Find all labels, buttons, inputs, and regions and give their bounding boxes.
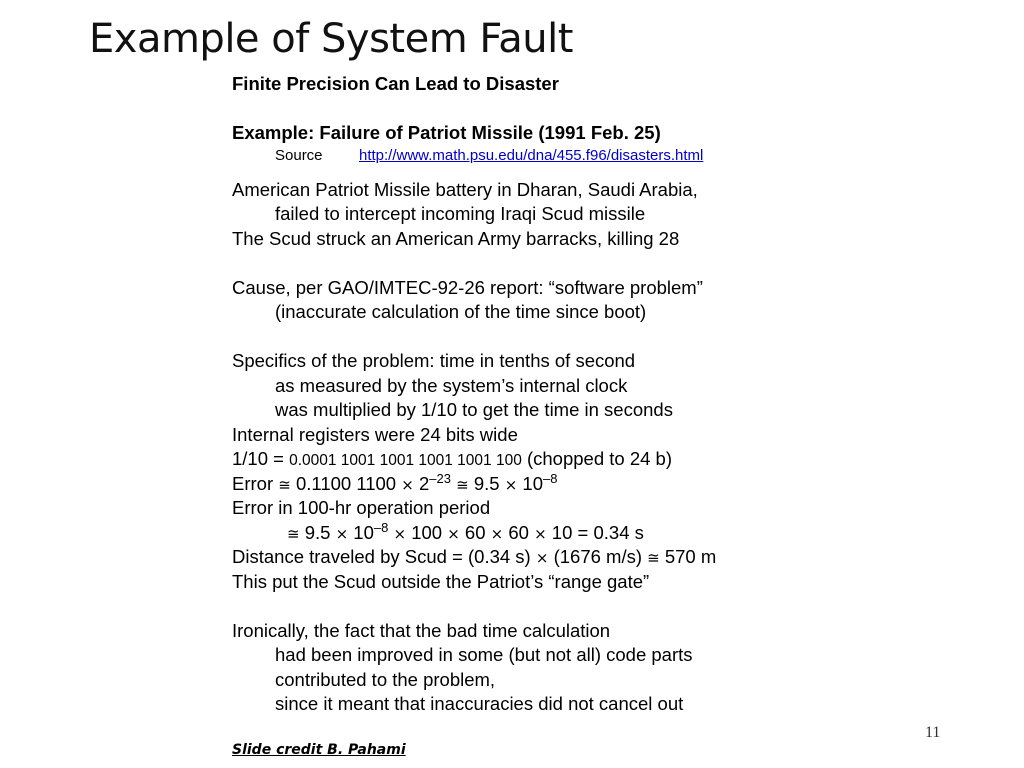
error-part: 2 [413,472,430,494]
times-symbol: × [490,524,504,543]
spacer [232,97,832,122]
times-symbol: × [535,549,549,567]
calc-part: 10 = 0.34 s [546,521,644,543]
exponent: –8 [373,519,389,535]
calc-formula [232,521,832,546]
spacer [232,251,832,276]
approx-symbol: ≅ [456,475,469,494]
times-symbol: × [534,524,547,543]
text-line: American Patriot Missile battery in Dharan, Saudi Arabia, [232,178,698,200]
page-number: 11 [925,724,941,741]
text-line: This put the Scud outside the Patriot’s “range gate” [232,570,650,592]
distance-formula [232,545,832,570]
text-line: The Scud struck an American Army barracks, killing 28 [232,227,680,249]
text-line: Specifics of the problem: time in tenths of second [232,350,636,371]
exponent: –8 [542,470,558,486]
calc-part: 10 [348,521,374,543]
times-symbol: × [335,524,349,543]
error-part: 9.5 [468,472,505,494]
error-label: Error [232,472,279,494]
text-line: as measured by the system’s internal clock [275,374,628,396]
error-part: 0.1100 1100 [290,472,402,494]
source-label: Source [275,146,323,164]
calc-part: 60 [459,521,491,543]
content-heading: Finite Precision Can Lead to Disaster [232,73,559,94]
distance-part: Distance traveled by Scud = (0.34 s) [232,546,536,567]
spacer [232,594,832,619]
text-line: was multiplied by 1/10 to get the time in seconds [275,399,673,420]
text-line: Cause, per GAO/IMTEC-92-26 report: “software problem” [232,276,703,298]
spacer [232,325,832,350]
times-symbol: × [447,524,460,543]
binary-prefix: 1/10 = [232,448,290,469]
error-part: 10 [517,472,543,494]
binary-suffix: (chopped to 24 b) [521,448,672,469]
slide-credit: Slide credit B. Pahami [232,742,406,758]
approx-symbol: ≅ [647,549,660,567]
binary-line [232,447,832,472]
error-formula [232,472,832,497]
text-line: failed to intercept incoming Iraqi Scud missile [275,203,646,224]
exponent: –23 [429,470,451,486]
slide-title: Example of System Fault [89,16,573,62]
text-line: contributed to the problem, [275,668,496,690]
source-link[interactable]: http://www.math.psu.edu/dna/455.f96/disasters.html [359,146,704,164]
example-title: Example: Failure of Patriot Missile (1991 Feb. 25) [232,122,661,143]
text-line: since it meant that inaccuracies did not cancel out [275,693,684,714]
distance-part: (1676 m/s) [548,546,648,567]
approx-symbol: ≅ [287,524,300,543]
times-symbol: × [393,524,407,543]
calc-part: 9.5 [299,521,336,543]
text-line: Ironically, the fact that the bad time calculation [232,619,611,641]
times-symbol: × [401,475,414,494]
text-line: Error in 100-hr operation period [232,497,491,518]
text-line: had been improved in some (but not all) code parts [275,644,693,665]
approx-symbol: ≅ [278,475,291,494]
binary-value: 0.0001 1001 1001 1001 1001 100 [289,452,522,469]
text-line: Internal registers were 24 bits wide [232,423,518,445]
calc-part: 60 [503,521,535,543]
slide-content [232,72,832,717]
distance-part: 570 m [659,546,717,567]
calc-part: 100 [406,521,448,543]
times-symbol: × [504,475,518,494]
spacer [232,166,832,178]
text-line: (inaccurate calculation of the time since boot) [275,301,647,322]
source-line [232,146,832,166]
